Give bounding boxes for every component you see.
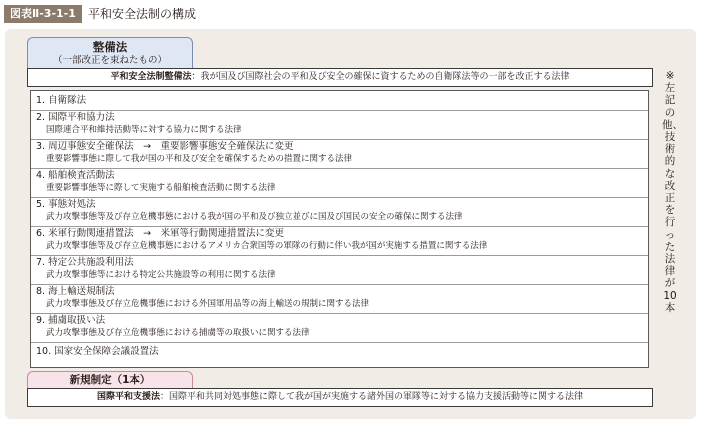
law-desc: 武力攻撃事態及び存立危機事態における外国軍用品等の海上輸送の規制に関する法律 bbox=[46, 299, 370, 309]
amendment-law-tab bbox=[27, 37, 193, 70]
figure-title: 平和安全法制の構成 bbox=[88, 7, 197, 21]
law-desc: 武力攻撃事態及び存立危機事態における捕虜等の取扱いに関する法律 bbox=[46, 328, 310, 338]
law-name: 6. 米軍行動関連措置法 → 米軍等行動関連措置法に変更 bbox=[36, 228, 285, 239]
law-desc: 武力攻撃事態等及び存立危機事態におけるアメリカ合衆国等の軍隊の行動に伴い我が国が実施する措置に関する法律 bbox=[46, 241, 488, 251]
new-law-name: 国際平和支援法 bbox=[96, 392, 160, 402]
list-item bbox=[31, 91, 648, 111]
main-law-desc: ：我が国及び国際社会の平和及び安全の確保に資するための自衛隊法等の一部を改正する法律 bbox=[191, 72, 570, 82]
list-item bbox=[31, 256, 648, 285]
list-item bbox=[31, 285, 648, 314]
amendment-law-subtitle: （一部改正を束ねたもの） bbox=[52, 55, 167, 66]
law-name: 5. 事態対処法 bbox=[36, 199, 96, 210]
list-item bbox=[31, 343, 648, 361]
side-note: ※左記の他、技術的な改正を行った法律が10本 bbox=[662, 70, 683, 314]
main-law-box bbox=[27, 68, 653, 87]
law-desc: 武力攻撃事態等及び存立危機事態における我が国の平和及び独立並びに国及び国民の安全の確保に関する法律 bbox=[46, 212, 463, 222]
figure-label: 図表Ⅱ-3-1-1 bbox=[4, 5, 82, 23]
law-name: 4. 船舶検査活動法 bbox=[36, 170, 115, 181]
main-law-name: 平和安全法制整備法 bbox=[110, 72, 192, 82]
new-law-tab: 新規制定（1本） bbox=[27, 371, 193, 388]
amended-law-list bbox=[30, 90, 649, 368]
law-name: 7. 特定公共施設利用法 bbox=[36, 257, 134, 268]
law-desc: 武力攻撃事態等における特定公共施設等の利用に関する法律 bbox=[46, 270, 276, 280]
list-item bbox=[31, 314, 648, 343]
law-desc: 国際連合平和維持活動等に対する協力に関する法律 bbox=[46, 125, 242, 135]
list-item bbox=[31, 227, 648, 256]
law-name: 8. 海上輸送規制法 bbox=[36, 286, 115, 297]
new-law-desc: ：国際平和共同対処事態に際して我が国が実施する諸外国の軍隊等に対する協力支援活動等に関する法律 bbox=[160, 392, 584, 402]
list-item bbox=[31, 111, 648, 140]
list-item bbox=[31, 169, 648, 198]
law-desc: 重要影響事態に際して我が国の平和及び安全を確保するための措置に関する法律 bbox=[46, 154, 353, 164]
list-item bbox=[31, 140, 648, 169]
law-name: 3. 周辺事態安全確保法 → 重要影響事態安全確保法に変更 bbox=[36, 141, 294, 152]
new-law-box bbox=[27, 388, 653, 407]
law-name: 10. 国家安全保障会議設置法 bbox=[36, 346, 159, 357]
list-item bbox=[31, 198, 648, 227]
law-name: 9. 捕虜取扱い法 bbox=[36, 315, 106, 326]
law-name: 2. 国際平和協力法 bbox=[36, 112, 115, 123]
law-name: 1. 自衛隊法 bbox=[36, 95, 87, 106]
law-desc: 重要影響事態等に際して実施する船舶検査活動に関する法律 bbox=[46, 183, 276, 193]
amendment-law-title: 整備法 bbox=[92, 40, 128, 54]
